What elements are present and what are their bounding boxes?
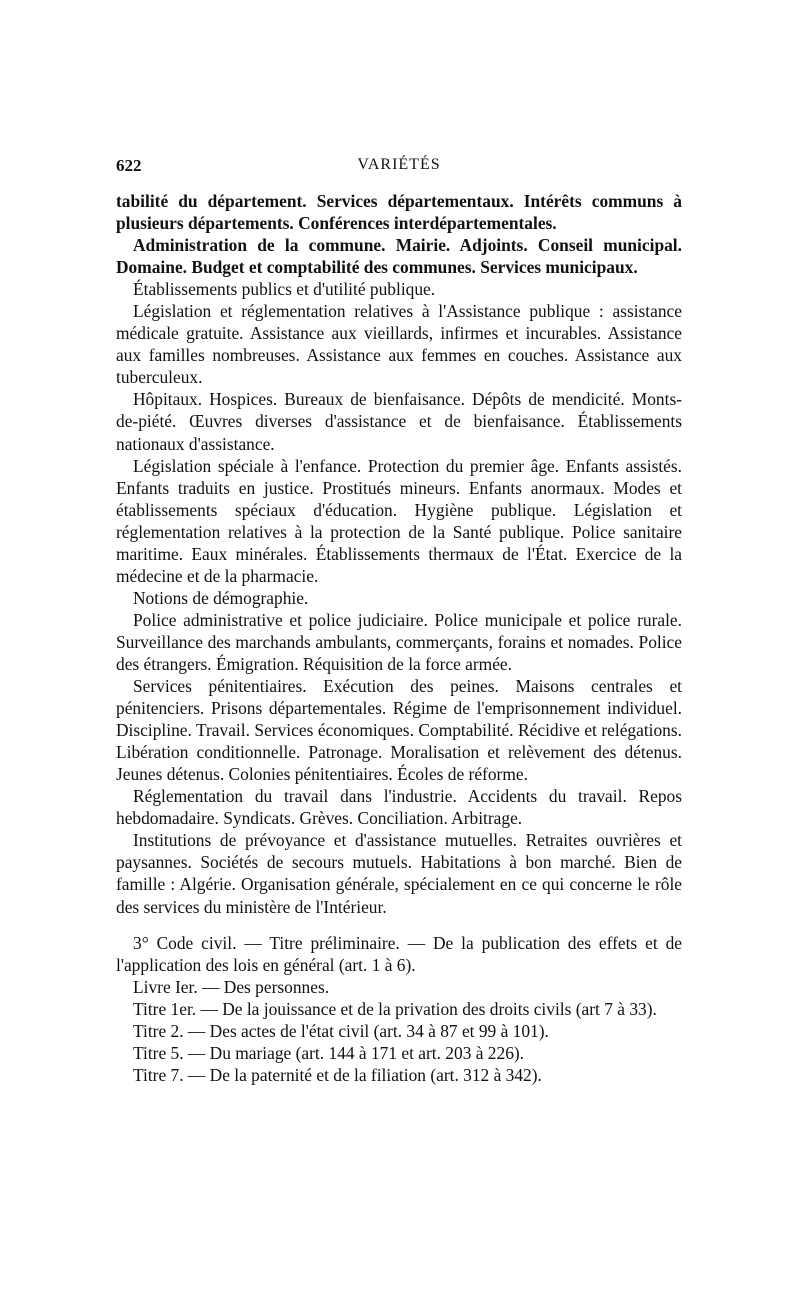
paragraph-enfance-hygiene: Législation spéciale à l'enfance. Protection du premier âge. Enfants assistés. Enfants traduits en justice. Prostitués mineurs. Enfants anormaux. Modes et établissements spéciaux d'éducation. Hygiène publique. Législation et réglementation relatives à la protection de la Santé publique. Police sanitaire maritime. Eaux minérales. Établissements thermaux de l'État. Exercice de la médecine et de la pharmacie. bbox=[116, 455, 682, 586]
paragraph-administration-commune: Administration de la commune. Mairie. Adjoints. Conseil municipal. Domaine. Budget et comptabilité des communes. Services municipaux. bbox=[116, 235, 682, 278]
page-header bbox=[116, 150, 682, 190]
paragraph-demographie: Notions de démographie. bbox=[133, 587, 309, 608]
paragraph-code-civil: 3° Code civil. — Titre préliminaire. — De la publication des effets et de l'application des lois en général (art. 1 à 6). bbox=[116, 932, 682, 975]
paragraph-services-penitentiaires: Services pénitentiaires. Exécution des peines. Maisons centrales et pénitenciers. Prisons départementales. Régime de l'emprisonnement individuel. Discipline. Travail. Services économiques. Comptabilité. Récidive et relégations. Libération conditionnelle. Patronage. Moralisation et relèvement des détenus. Jeunes détenus. Colonies pénitentiaires. Écoles de réforme. bbox=[116, 676, 682, 785]
paragraph-titre-5: Titre 5. — Du mariage (art. 144 à 171 et art. 203 à 226). bbox=[133, 1042, 525, 1063]
book-page bbox=[116, 150, 682, 1086]
paragraph-titre-1: Titre 1er. — De la jouissance et de la privation des droits civils (art 7 à 33). bbox=[133, 998, 657, 1019]
paragraph-livre-1: Livre Ier. — Des personnes. bbox=[133, 976, 330, 997]
paragraph-travail: Réglementation du travail dans l'industrie. Accidents du travail. Repos hebdomadaire. Syndicats. Grèves. Conciliation. Arbitrage. bbox=[116, 786, 682, 829]
paragraph-titre-7: Titre 7. — De la paternité et de la filiation (art. 312 à 342). bbox=[133, 1064, 542, 1085]
paragraph-police: Police administrative et police judiciaire. Police municipale et police rurale. Surveillance des marchands ambulants, commerçants, forains et nomades. Police des étrangers. Émigration. Réquisition de la force armée. bbox=[116, 609, 682, 674]
page-number: 622 bbox=[116, 156, 142, 175]
paragraph-assistance-publique: Législation et réglementation relatives à l'Assistance publique : assistance médicale gratuite. Assistance aux vieillards, infirmes et incurables. Assistance aux familles nombreuses. Assistance aux femmes en couches. Assistance aux tuberculeux. bbox=[116, 301, 682, 388]
paragraph-prevoyance: Institutions de prévoyance et d'assistance mutuelles. Retraites ouvrières et paysannes. Sociétés de secours mutuels. Habitations à bon marché. Bien de famille : Algérie. Organisation générale, spécialement en ce qui concerne le rôle des services du ministère de l'Intérieur. bbox=[116, 830, 682, 917]
paragraph-hopitaux: Hôpitaux. Hospices. Bureaux de bienfaisance. Dépôts de mendicité. Monts-de-piété. Œuvres diverses d'assistance et de bienfaisance. Établissements nationaux d'assistance. bbox=[116, 389, 682, 454]
paragraph-titre-2: Titre 2. — Des actes de l'état civil (art. 34 à 87 et 99 à 101). bbox=[133, 1020, 549, 1041]
paragraph-departement-continued: tabilité du département. Services départementaux. Intérêts communs à plusieurs départements. Conférences interdépartementales. bbox=[116, 191, 682, 234]
paragraph-etablissements-publics: Établissements publics et d'utilité publique. bbox=[133, 279, 436, 300]
running-head: VARIÉTÉS bbox=[357, 156, 441, 173]
